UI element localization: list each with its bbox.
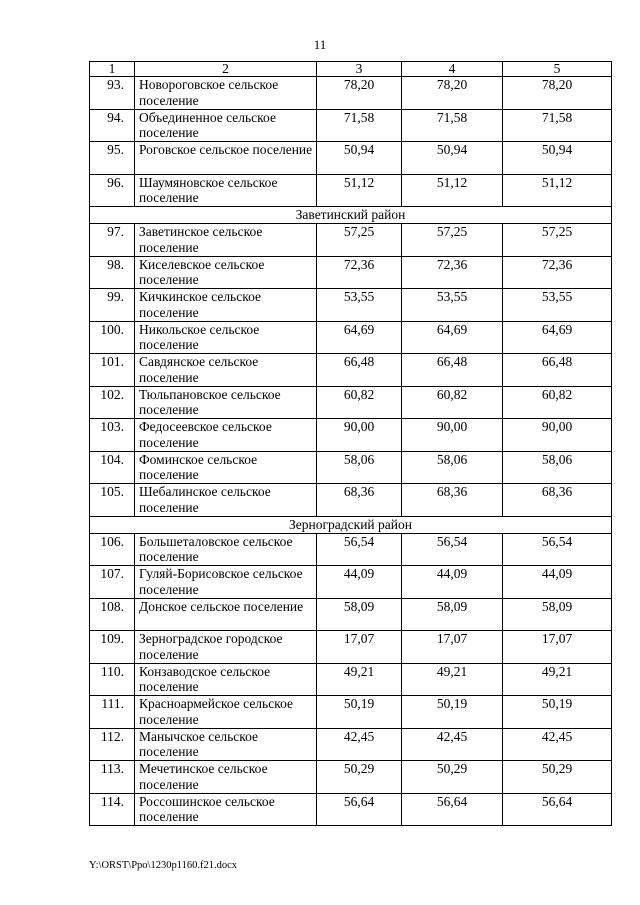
row-number: 109. [90,631,135,664]
value-col-5: 58,09 [503,598,612,631]
settlement-name: Мечетинское сельское поселение [135,761,317,794]
value-col-3: 53,55 [317,289,402,322]
value-col-5: 64,69 [503,321,612,354]
settlement-name: Тюльпановское сельское поселение [135,386,317,419]
table-row [90,77,612,110]
value-col-3: 50,29 [317,761,402,794]
value-col-5: 56,54 [503,533,612,566]
value-col-3: 68,36 [317,484,402,517]
value-col-3: 42,45 [317,728,402,761]
value-col-3: 72,36 [317,256,402,289]
value-col-5: 50,94 [503,142,612,175]
table-header-row [90,62,612,77]
value-col-3: 56,54 [317,533,402,566]
settlement-name: Манычское сельское поселение [135,728,317,761]
row-number: 111. [90,696,135,729]
table-row [90,761,612,794]
value-col-3: 66,48 [317,354,402,387]
settlement-name: Зерноградское городское поселение [135,631,317,664]
settlement-name: Роговское сельское поселение [135,142,317,175]
value-col-5: 50,19 [503,696,612,729]
table-row [90,663,612,696]
value-col-4: 50,94 [402,142,503,175]
settlement-name: Гуляй-Борисовское сельское поселение [135,566,317,599]
settlement-name: Объединенное сельское поселение [135,109,317,142]
settlement-name: Савдянское сельское поселение [135,354,317,387]
value-col-3: 51,12 [317,174,402,207]
table-row [90,321,612,354]
table-row [90,419,612,452]
value-col-5: 90,00 [503,419,612,452]
value-col-4: 53,55 [402,289,503,322]
value-col-3: 57,25 [317,224,402,257]
settlement-name: Кичкинское сельское поселение [135,289,317,322]
district-header-row [90,516,612,533]
table-row [90,598,612,631]
row-number: 112. [90,728,135,761]
settlement-name: Новороговское сельское поселение [135,77,317,110]
table-row [90,174,612,207]
settlement-name: Никольское сельское поселение [135,321,317,354]
value-col-4: 58,06 [402,451,503,484]
value-col-3: 64,69 [317,321,402,354]
value-col-4: 51,12 [402,174,503,207]
value-col-3: 49,21 [317,663,402,696]
value-col-4: 57,25 [402,224,503,257]
table-row [90,533,612,566]
page-number: 11 [313,37,327,52]
settlement-name: Конзаводское сельское поселение [135,663,317,696]
header-col-4: 4 [402,62,503,77]
settlement-name: Заветинское сельское поселение [135,224,317,257]
value-col-4: 17,07 [402,631,503,664]
value-col-5: 44,09 [503,566,612,599]
table-row [90,728,612,761]
table-row [90,484,612,517]
file-path-footer: Y:\ORST\Ppo\1230p1160.f21.docx [89,860,237,871]
value-col-5: 56,64 [503,793,612,826]
value-col-4: 50,29 [402,761,503,794]
table-row [90,386,612,419]
value-col-4: 44,09 [402,566,503,599]
value-col-4: 72,36 [402,256,503,289]
table-row [90,289,612,322]
settlement-name: Донское сельское поселение [135,598,317,631]
value-col-5: 53,55 [503,289,612,322]
value-col-3: 50,94 [317,142,402,175]
row-number: 102. [90,386,135,419]
value-col-4: 56,64 [402,793,503,826]
settlement-name: Россошинское сельское поселение [135,793,317,826]
row-number: 101. [90,354,135,387]
row-number: 114. [90,793,135,826]
value-col-3: 44,09 [317,566,402,599]
district-name: Заветинский район [90,207,612,224]
settlements-table [89,61,612,826]
value-col-5: 60,82 [503,386,612,419]
row-number: 100. [90,321,135,354]
value-col-5: 57,25 [503,224,612,257]
value-col-4: 90,00 [402,419,503,452]
value-col-3: 56,64 [317,793,402,826]
value-col-5: 42,45 [503,728,612,761]
value-col-5: 66,48 [503,354,612,387]
table-row [90,354,612,387]
value-col-4: 68,36 [402,484,503,517]
value-col-4: 64,69 [402,321,503,354]
value-col-5: 71,58 [503,109,612,142]
settlement-name: Шаумяновское сельское поселение [135,174,317,207]
value-col-3: 71,58 [317,109,402,142]
header-col-1: 1 [90,62,135,77]
table-row [90,793,612,826]
table-row [90,566,612,599]
value-col-5: 58,06 [503,451,612,484]
table-row [90,696,612,729]
row-number: 113. [90,761,135,794]
settlement-name: Фоминское сельское поселение [135,451,317,484]
value-col-4: 60,82 [402,386,503,419]
value-col-5: 50,29 [503,761,612,794]
settlement-name: Федосеевское сельское поселение [135,419,317,452]
value-col-3: 58,09 [317,598,402,631]
value-col-5: 68,36 [503,484,612,517]
row-number: 93. [90,77,135,110]
value-col-4: 71,58 [402,109,503,142]
row-number: 99. [90,289,135,322]
value-col-3: 17,07 [317,631,402,664]
value-col-3: 60,82 [317,386,402,419]
value-col-4: 50,19 [402,696,503,729]
value-col-3: 58,06 [317,451,402,484]
table-row [90,256,612,289]
settlement-name: Красноармейское сельское поселение [135,696,317,729]
table-body [90,62,612,826]
district-header-row [90,207,612,224]
row-number: 110. [90,663,135,696]
value-col-3: 90,00 [317,419,402,452]
value-col-5: 51,12 [503,174,612,207]
table-row [90,631,612,664]
value-col-4: 58,09 [402,598,503,631]
value-col-5: 17,07 [503,631,612,664]
value-col-4: 78,20 [402,77,503,110]
table-row [90,142,612,175]
value-col-5: 72,36 [503,256,612,289]
header-col-5: 5 [503,62,612,77]
row-number: 96. [90,174,135,207]
table-row [90,224,612,257]
row-number: 108. [90,598,135,631]
value-col-4: 49,21 [402,663,503,696]
value-col-4: 42,45 [402,728,503,761]
table-row [90,451,612,484]
row-number: 94. [90,109,135,142]
row-number: 103. [90,419,135,452]
header-col-3: 3 [317,62,402,77]
row-number: 97. [90,224,135,257]
row-number: 105. [90,484,135,517]
row-number: 95. [90,142,135,175]
value-col-3: 78,20 [317,77,402,110]
settlement-name: Шебалинское сельское поселение [135,484,317,517]
district-name: Зерноградский район [90,516,612,533]
settlement-name: Большеталовское сельское поселение [135,533,317,566]
value-col-3: 50,19 [317,696,402,729]
header-col-2: 2 [135,62,317,77]
value-col-4: 66,48 [402,354,503,387]
row-number: 104. [90,451,135,484]
row-number: 107. [90,566,135,599]
row-number: 106. [90,533,135,566]
table-row [90,109,612,142]
row-number: 98. [90,256,135,289]
value-col-5: 78,20 [503,77,612,110]
value-col-5: 49,21 [503,663,612,696]
settlement-name: Киселевское сельское поселение [135,256,317,289]
value-col-4: 56,54 [402,533,503,566]
